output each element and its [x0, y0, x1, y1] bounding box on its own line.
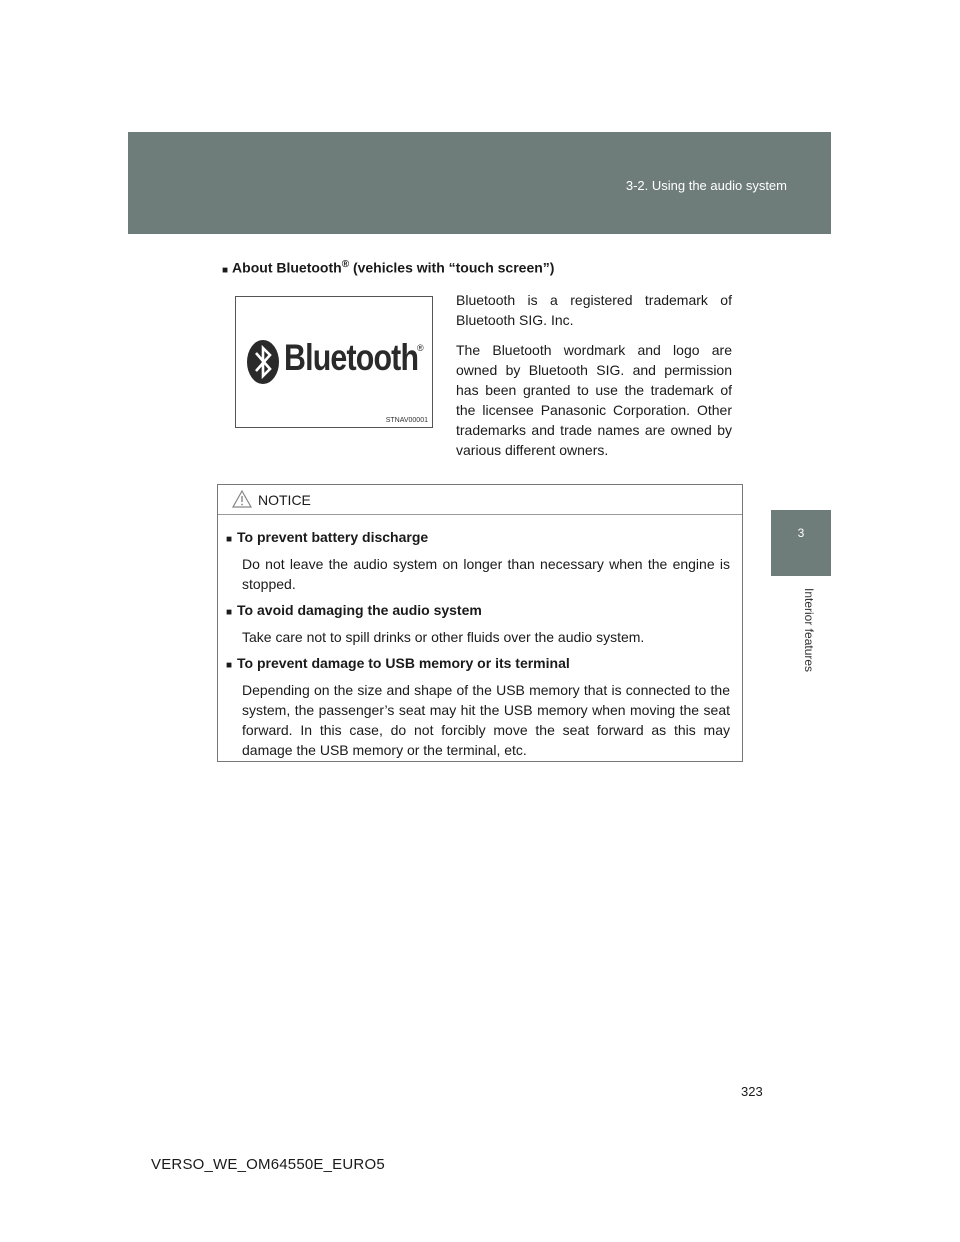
square-bullet-icon: ■ — [226, 660, 233, 671]
notice-item-title — [226, 653, 730, 676]
chapter-label: Interior features — [802, 588, 816, 673]
notice-box — [217, 484, 743, 762]
subsection-title-suffix: (vehicles with “touch screen”) — [349, 259, 555, 276]
document-code: VERSO_WE_OM64550E_EURO5 — [151, 1156, 385, 1173]
notice-item-title-text: To prevent damage to USB memory or its terminal — [237, 655, 570, 671]
square-bullet-icon: ■ — [226, 534, 233, 545]
header-band — [128, 132, 831, 234]
bluetooth-rune-icon — [246, 339, 280, 385]
notice-item-body: Depending on the size and shape of the USB memory that is connected to the system, the passenger’s seat may hit the USB memory when moving the seat forward. In this case, do not forcibly move the seat forward as this may damage the USB memory or the terminal, etc. — [242, 682, 730, 758]
warning-triangle-icon — [232, 490, 252, 508]
square-bullet-icon: ■ — [222, 264, 229, 276]
notice-header — [218, 485, 742, 515]
description-paragraph: Bluetooth is a registered trademark of Bluetooth SIG. Inc. — [456, 292, 732, 328]
notice-item-title-text: To prevent battery discharge — [237, 529, 429, 545]
bluetooth-wordmark: Bluetooth — [284, 337, 419, 378]
notice-item-title — [226, 600, 730, 623]
notice-body — [218, 515, 742, 760]
subsection-title: About Bluetooth — [232, 259, 342, 276]
logo-registered-mark: ® — [417, 343, 424, 353]
notice-item-body: Take care not to spill drinks or other fluids over the audio system. — [242, 629, 645, 645]
registered-mark: ® — [341, 259, 350, 270]
bluetooth-logo-figure — [235, 296, 433, 428]
bluetooth-description — [456, 290, 732, 470]
chapter-number: 3 — [797, 526, 805, 540]
subsection-heading — [222, 259, 554, 276]
notice-item-title — [226, 527, 730, 550]
section-title: 3-2. Using the audio system — [625, 178, 787, 193]
notice-title: NOTICE — [258, 492, 311, 508]
description-paragraph: The Bluetooth wordmark and logo are owned by Bluetooth SIG. and permission has been granted to use the trademark of the licensee Panasonic Corporation. Other trademarks and trade names are owned by various different owners. — [456, 342, 732, 458]
square-bullet-icon: ■ — [226, 607, 233, 618]
figure-code: STNAV00001 — [385, 417, 428, 424]
notice-item-body: Do not leave the audio system on longer than necessary when the engine is stopped. — [242, 556, 730, 592]
page-number: 323 — [741, 1084, 763, 1099]
chapter-tab — [771, 510, 831, 576]
notice-item-title-text: To avoid damaging the audio system — [237, 602, 482, 618]
